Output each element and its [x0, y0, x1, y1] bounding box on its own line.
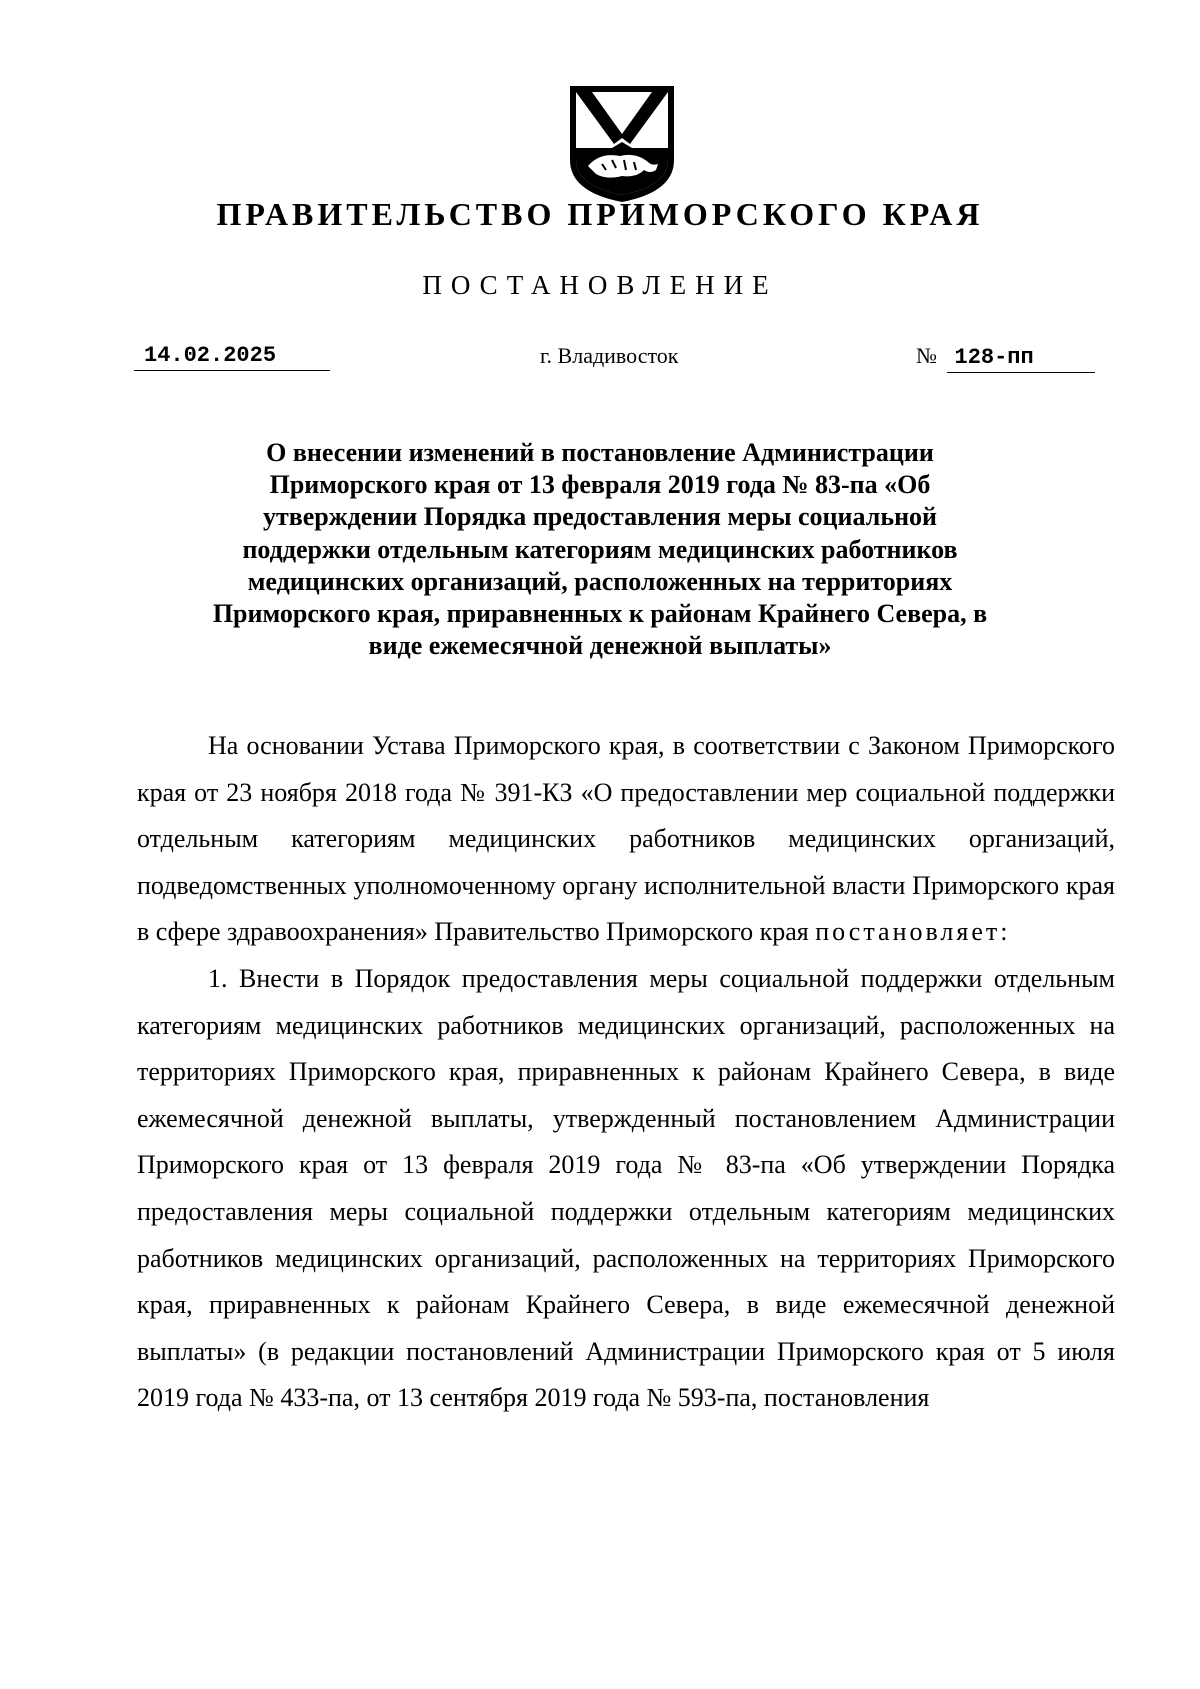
coat-of-arms-emblem	[566, 82, 678, 206]
document-city: г. Владивосток	[540, 343, 679, 368]
preamble-paragraph	[137, 723, 1115, 956]
document-title: О внесении изменений в постановление Администрации Приморского края от 13 февраля 2019 года № 83-па «Об утверждении Порядка предоставления меры социальной поддержки отдельным категориям медицинских работников медицинских организаций, расположенных на территориях Приморского края, приравненных к районам Крайнего Севера, в виде ежемесячной денежной выплаты»	[212, 438, 988, 661]
document-type: ПОСТАНОВЛЕНИЕ	[422, 270, 778, 300]
resolves-word: постановляет:	[815, 917, 1011, 947]
number-sign: №	[916, 343, 937, 368]
preamble-text: На основании Устава Приморского края, в соответствии с Законом Приморского края от 23 ноября 2018 года № 391-КЗ «О предоставлении мер социальной поддержки отдельным категориям медицинских работников медицинских организаций, подведомственных уполномоченному органу исполнительной власти Приморского края в сфере здравоохранения» Правительство Приморского края	[137, 731, 1115, 947]
document-date: 14.02.2025	[134, 342, 330, 371]
clause-1-paragraph: 1. Внести в Порядок предоставления меры социальной поддержки отдельным категориям медицинских работников медицинских организаций, расположенных на территориях Приморского края, приравненных к районам Крайнего Севера, в виде ежемесячной денежной выплаты, утвержденный постановлением Администрации Приморского края от 13 февраля 2019 года № 83-па «Об утверждении Порядка предоставления меры социальной поддержки отдельным категориям медицинских работников медицинских организаций, расположенных на территориях Приморского края, приравненных к районам Крайнего Севера, в виде ежемесячной денежной выплаты» (в редакции постановлений Администрации Приморского края от 5 июля 2019 года № 433-па, от 13 сентября 2019 года № 593-па, постановления	[137, 963, 1115, 1413]
organization-name: ПРАВИТЕЛЬСТВО ПРИМОРСКОГО КРАЯ	[216, 196, 984, 232]
document-body	[137, 723, 1115, 1422]
document-number: 128-пп	[947, 344, 1095, 373]
document-number-block	[916, 342, 1095, 373]
